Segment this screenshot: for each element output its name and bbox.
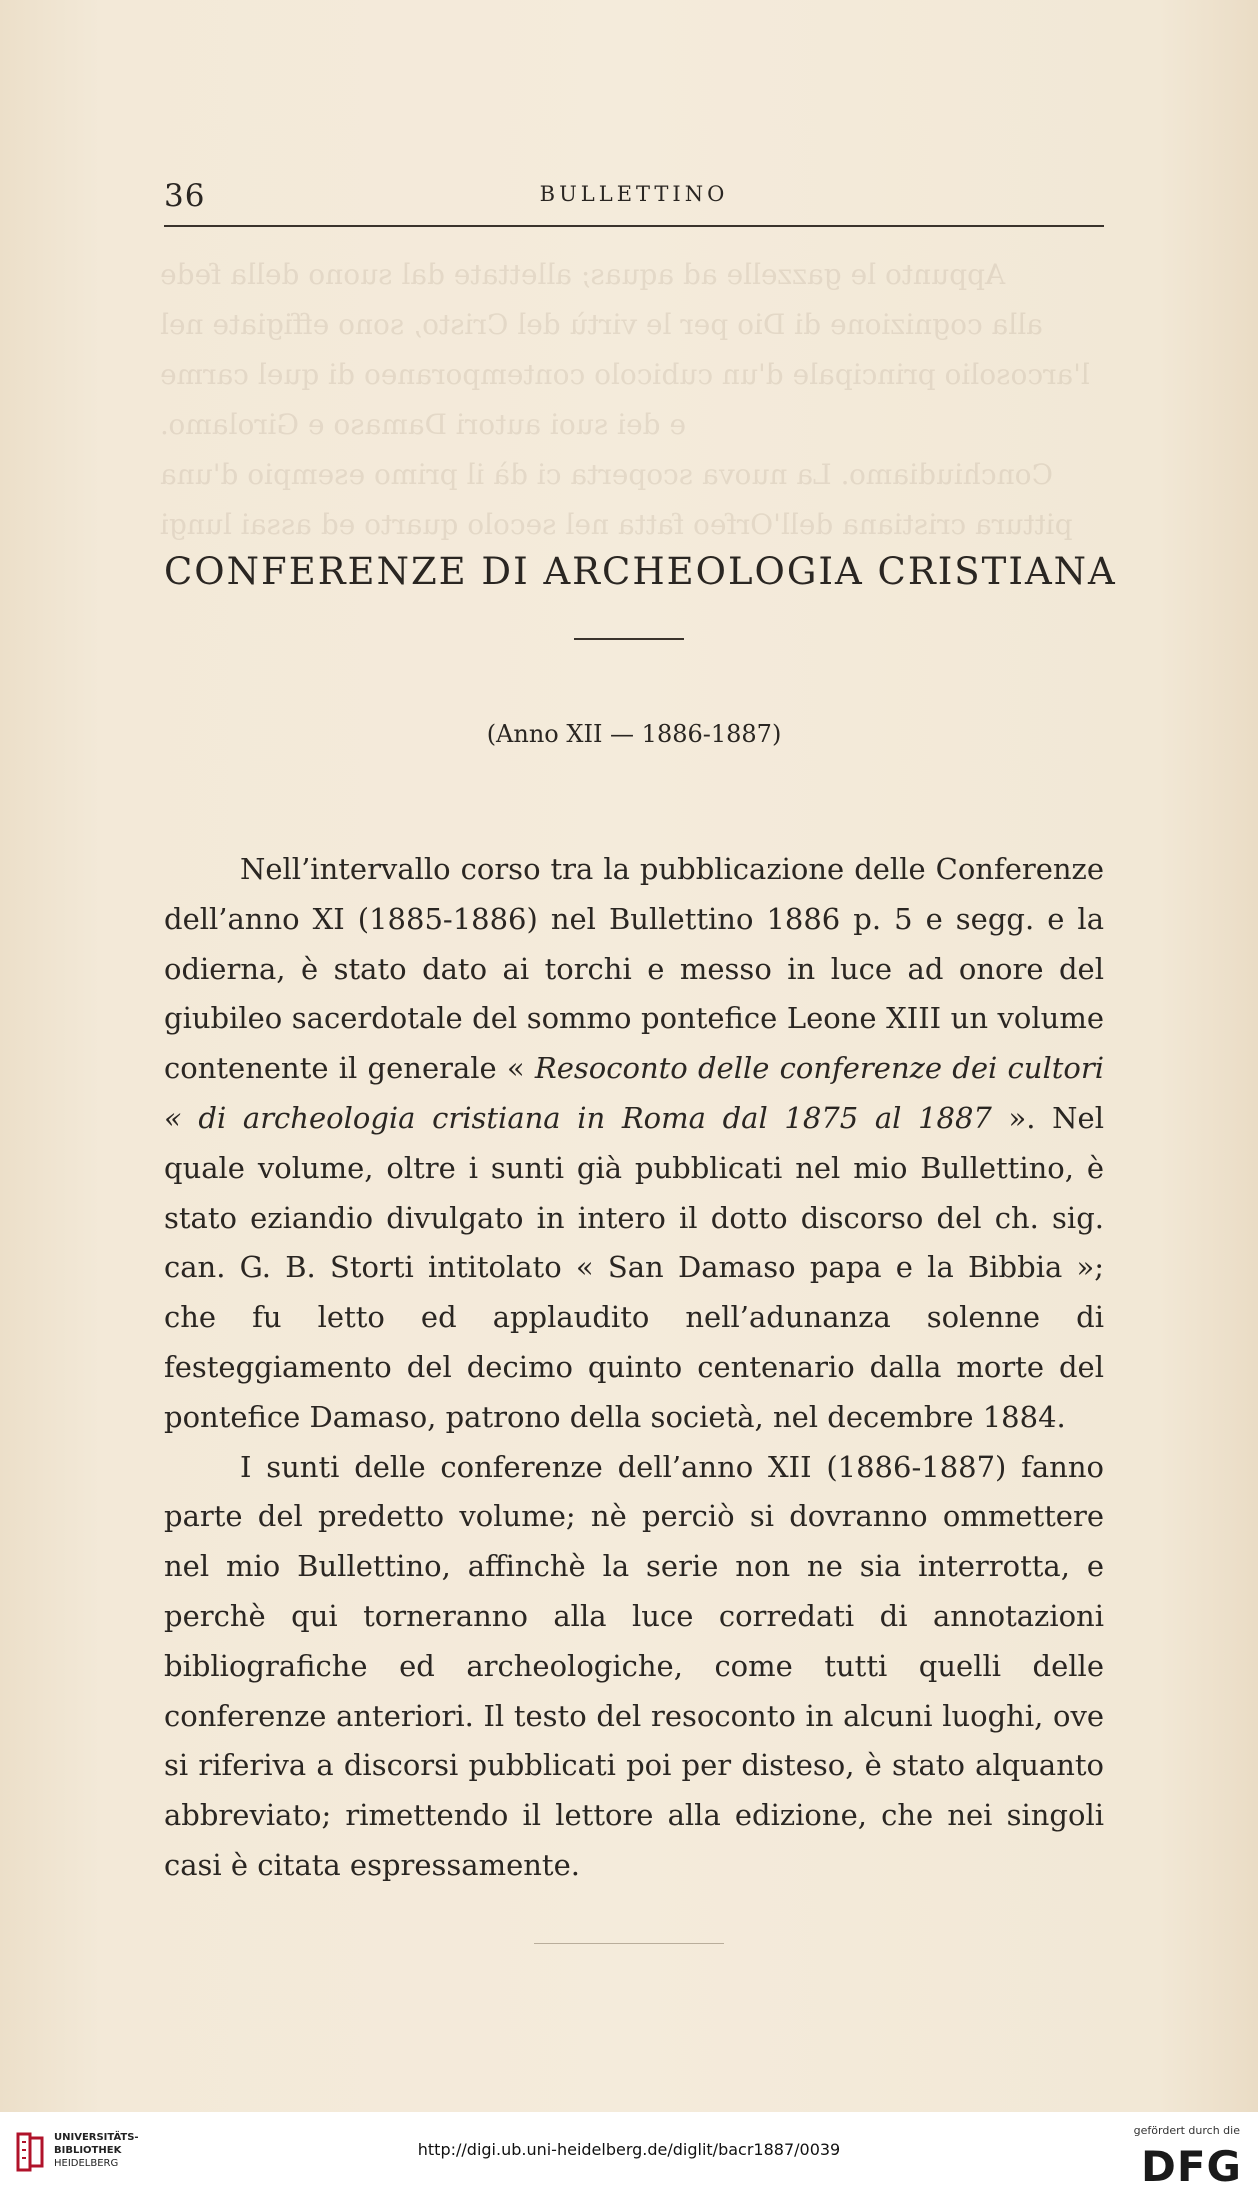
funding-credit: gefördert durch die [1133, 2124, 1240, 2137]
library-name-line-1: UNIVERSITÄTS- [54, 2132, 139, 2143]
closing-rule [534, 1943, 724, 1944]
dfg-logo: DFG [1140, 2142, 1242, 2191]
section-title: CONFERENZE DI ARCHEOLOGIA CRISTIANA [164, 550, 1117, 593]
paragraph-2: I sunti delle conferenze dell’anno XII (1886-1887) fanno parte del predetto volume; nè perciò si dovranno ommettere nel mio Bullettino, affinchè la serie non ne sia interrotta, e perchè qui torneranno alla luce corredati di annotazioni bibliografiche ed archeologiche, come tutti quelli delle conferenze anteriori. Il testo del resoconto in alcuni luoghi, ove si riferiva a discorsi pubblicati poi per disteso, è stato alquanto abbreviato; rimettendo il lettore alla edizione, che nei singoli casi è citata espressamente. [164, 1449, 1104, 1882]
body-text [164, 845, 1104, 1891]
title-rule [574, 638, 684, 640]
library-name-line-2: BIBLIOTHEK [54, 2145, 122, 2156]
paragraph-1-italic-title: Resoconto delle conferenze dei cultori « di archeologia cristiana in Roma dal 1875 al 1887 [164, 1051, 1104, 1135]
bleed-through-text: Conchiudiamo. La nuova scoperta ci dà il primo esempio d'una [160, 458, 1053, 491]
running-title: BULLETTINO [539, 182, 729, 206]
year-line: (Anno XII — 1886-1887) [486, 720, 782, 748]
paragraph-1-text-b: ». Nel quale volume, oltre i sunti già pubblicati nel mio Bullettino, è stato eziandio divulgato in intero il dotto discorso del ch. sig. can. G. B. Storti intitolato « San Damaso papa e la Bibbia »; che fu letto ed applaudito nell’adunanza solenne di festeggiamento del decimo quinto centenario dalla morte del pontefice Damaso, patrono della società, nel decembre 1884. [164, 1100, 1104, 1434]
running-head [164, 178, 1104, 222]
header-rule [164, 225, 1104, 227]
paragraph-1 [164, 845, 1104, 1443]
library-name-line-3: HEIDELBERG [54, 2158, 119, 2169]
page-number: 36 [164, 178, 206, 214]
bleed-through-text: alla cognizione di Dio per le virtù del Cristo, sono effigiate nel [160, 308, 1043, 341]
bleed-through-text: e dei suoi autori Damaso e Girolamo. [160, 408, 687, 441]
paragraph-1-text-a: Nell’intervallo corso tra la pubblicazione delle Conferenze dell’anno XI (1885-1886) nel Bullettino 1886 p. 5 e segg. e la odierna, è stato dato ai torchi e messo in luce ad onore del giubileo sacerdotale del sommo pontefice Leone XIII un volume contenente il generale « [164, 852, 1104, 1086]
bleed-through-text: pittura cristiana dell'Orfeo fatta nel secolo quarto ed assai lungi [160, 508, 1073, 541]
bleed-through-text: l'arcosolio principale d'un cubicolo contemporaneo di quel carme [160, 358, 1090, 391]
bleed-through-text: Appunto le gazzelle ad aquas; allettate dal suono della fede [160, 258, 1006, 291]
permalink-url[interactable]: http://digi.ub.uni-heidelberg.de/diglit/bacr1887/0039 [417, 2140, 841, 2159]
